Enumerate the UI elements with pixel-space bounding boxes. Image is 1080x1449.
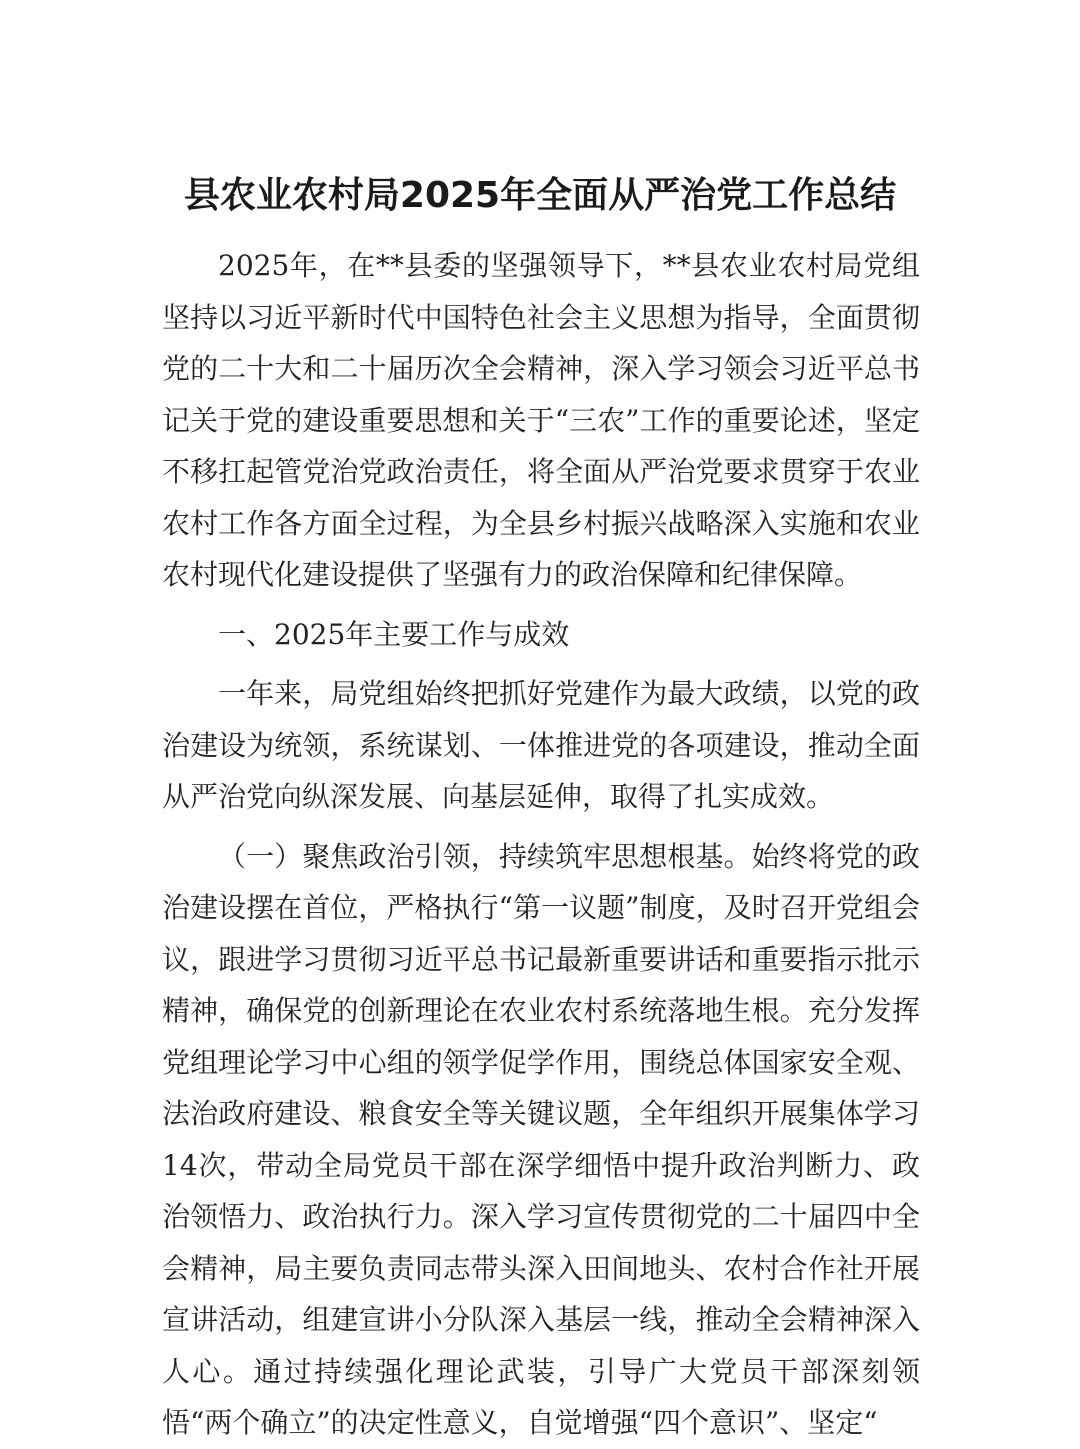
subsection-paragraph: （一）聚焦政治引领，持续筑牢思想根基。始终将党的政治建设摆在首位，严格执行“第一议题”制度，及时召开党组会议，跟进学习贯彻习近平总书记最新重要讲话和重要指示批示精神，确保党的创新理论在农业农村系统落地生根。充分发挥党组理论学习中心组的领学促学作用，围绕总体国家安全观、法治政府建设、粮食安全等关键议题，全年组织开展集体学习14次，带动全局党员干部在深学细悟中提升政治判断力、政治领悟力、政治执行力。深入学习宣传贯彻党的二十届四中全会精神，局主要负责同志带头深入田间地头、农村合作社开展宣讲活动，组建宣讲小分队深入基层一线，推动全会精神深入人心。通过持续强化理论武装，引导广大党员干部深刻领悟“两个确立”的决定性意义，自觉增强“四个意识”、坚定“ [162,839,920,1439]
section-heading: 一、2025年主要工作与成效 [218,617,570,651]
intro-paragraph: 2025年，在**县委的坚强领导下，**县农业农村局党组坚持以习近平新时代中国特色社会主义思想为指导，全面贯彻党的二十大和二十届历次全会精神，深入学习领会习近平总书记关于党的建设重要思想和关于“三农”工作的重要论述，坚定不移扛起管党治党政治责任，将全面从严治党要求贯穿于农业农村工作各方面全过程，为全县乡村振兴战略深入实施和农业农村现代化建设提供了坚强有力的政治保障和纪律保障。 [162,249,920,591]
summary-paragraph: 一年来，局党组始终把抓好党建作为最大政绩，以党的政治建设为统领，系统谋划、一体推进党的各项建设，推动全面从严治党向纵深发展、向基层延伸，取得了扎实成效。 [162,677,920,813]
document-title: 县农业农村局2025年全面从严治党工作总结 [183,175,897,216]
document-body [162,240,920,1449]
